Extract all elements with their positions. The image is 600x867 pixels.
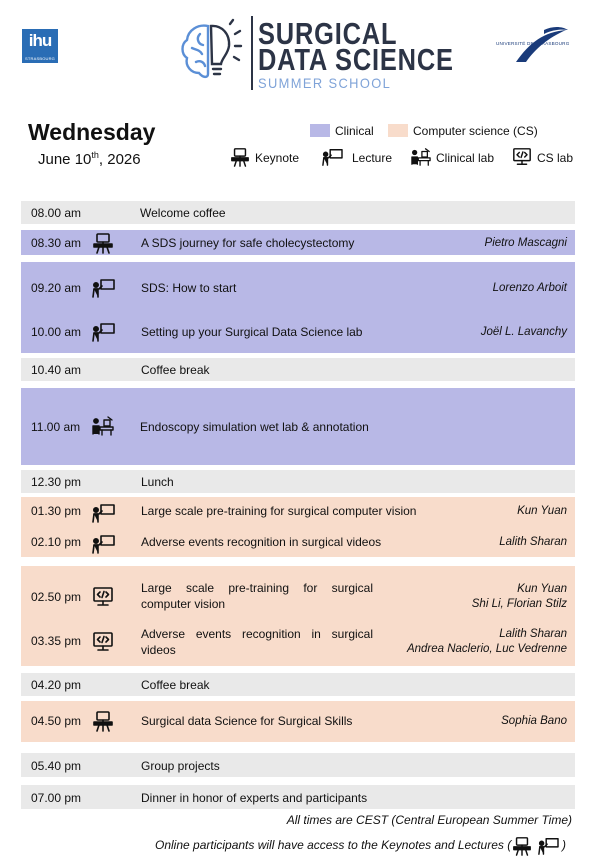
row-time: 10.00 am — [31, 325, 82, 339]
lecture-icon — [537, 836, 559, 856]
legend-keynote-label: Keynote — [255, 151, 300, 165]
row-title: Coffee break — [141, 363, 210, 377]
row-title: Adverse events recognition in surgical videos — [141, 535, 382, 549]
row-time: 02.50 pm — [31, 590, 82, 604]
lecture-icon — [91, 277, 115, 299]
row-title: Setting up your Surgical Data Science lab — [141, 325, 363, 339]
lecture-icon — [321, 147, 343, 167]
day-date — [38, 150, 141, 168]
row-title: Large scale pre-training for surgical computer vision — [141, 581, 373, 611]
row-speaker: Sophia Bano — [501, 715, 567, 727]
row-title: Adverse events recognition in surgical videos — [141, 627, 373, 657]
ihu-logo-sub: STRASBOURG — [24, 56, 55, 61]
online-note-close: ) — [562, 838, 566, 852]
row-speaker: Pietro Mascagni — [484, 237, 567, 249]
schedule-row — [21, 358, 575, 381]
row-speaker: Lalith Sharan — [499, 536, 567, 548]
row-time: 02.10 pm — [31, 535, 82, 549]
row-title: Welcome coffee — [140, 206, 226, 220]
row-time: 08.00 am — [31, 206, 82, 220]
ihu-logo — [22, 29, 58, 63]
schedule-row — [21, 201, 575, 224]
row-time: 12.30 pm — [31, 475, 82, 489]
row-time: 03.35 pm — [31, 634, 82, 648]
university-name: UNIVERSITÉ DE STRASBOURG — [496, 41, 570, 46]
online-note: Online participants will have access to the Keynotes and Lectures ( — [155, 838, 512, 852]
legend-clinical-lab-label: Clinical lab — [436, 151, 495, 165]
keynote-icon — [511, 836, 533, 856]
schedule-block — [21, 566, 575, 666]
row-speaker: Joël L. Lavanchy — [480, 326, 567, 338]
schedule-row — [21, 673, 575, 696]
event-title-line1: SURGICAL — [258, 16, 398, 51]
cs-lab-icon — [91, 586, 115, 608]
schedule-row — [21, 753, 575, 777]
row-speaker-secondary: Andrea Naclerio, Luc Vedrenne — [406, 643, 567, 655]
clinical-lab-icon — [410, 147, 432, 167]
row-time: 04.50 pm — [31, 714, 82, 728]
row-speaker: Kun Yuan — [517, 505, 567, 517]
row-title: Surgical data Science for Surgical Skills — [141, 714, 353, 728]
row-speaker-primary: Lalith Sharan — [499, 628, 567, 640]
row-time: 11.00 am — [31, 420, 81, 434]
legend-cs-swatch — [388, 124, 408, 137]
schedule-row — [21, 230, 575, 255]
row-speaker — [407, 627, 567, 657]
row-time: 09.20 am — [31, 281, 82, 295]
brain-bulb-icon — [178, 18, 244, 88]
row-title: Lunch — [141, 475, 174, 489]
date-year: , 2026 — [98, 151, 141, 168]
row-time: 04.20 pm — [31, 678, 82, 692]
legend-clinical-swatch — [310, 124, 330, 137]
row-time: 05.40 pm — [31, 759, 82, 773]
row-speaker-primary: Kun Yuan — [517, 583, 567, 595]
row-title: Dinner in honor of experts and participants — [141, 791, 368, 805]
ihu-logo-text: ihu — [28, 31, 52, 50]
row-time: 08.30 am — [31, 236, 82, 250]
event-title-line3: SUMMER SCHOOL — [258, 75, 392, 91]
row-title: Group projects — [141, 759, 220, 773]
lecture-icon — [91, 321, 115, 343]
title-divider — [251, 16, 253, 90]
row-time: 07.00 pm — [31, 791, 82, 805]
schedule-block — [21, 262, 575, 353]
schedule-block — [21, 497, 575, 557]
cs-lab-icon — [91, 631, 115, 653]
legend-lecture-label: Lecture — [352, 151, 393, 165]
row-time: 01.30 pm — [31, 504, 82, 518]
row-title: Coffee break — [141, 678, 210, 692]
legend-cs-lab-label: CS lab — [537, 151, 574, 165]
university-logo — [496, 26, 576, 66]
schedule-row — [21, 388, 575, 465]
row-title: SDS: How to start — [141, 281, 237, 295]
schedule-row — [21, 470, 575, 493]
cs-lab-icon — [511, 147, 533, 167]
event-title-line2: DATA SCIENCE — [258, 42, 454, 77]
clinical-lab-icon — [91, 415, 115, 437]
row-speaker — [472, 582, 567, 612]
date-sup: th — [91, 150, 99, 160]
lecture-icon — [91, 502, 115, 524]
legend-clinical-label: Clinical — [335, 124, 374, 138]
legend-cs-label: Computer science (CS) — [413, 124, 538, 138]
row-speaker-secondary: Shi Li, Florian Stilz — [471, 598, 567, 610]
date-main: June 10 — [38, 151, 92, 168]
schedule-row — [21, 701, 575, 742]
row-speaker: Lorenzo Arboit — [492, 282, 567, 294]
keynote-icon — [229, 147, 251, 167]
lecture-icon — [91, 533, 115, 555]
row-title: Large scale pre-training for surgical computer vision — [141, 504, 417, 518]
schedule-row — [21, 785, 575, 809]
row-title: Endoscopy simulation wet lab & annotation — [140, 420, 369, 434]
row-time: 10.40 am — [31, 363, 82, 377]
row-title: A SDS journey for safe cholecystectomy — [141, 236, 355, 250]
day-name: Wednesday — [28, 119, 156, 145]
keynote-icon — [91, 232, 115, 254]
university-swoosh-icon — [496, 26, 576, 66]
timezone-note: All times are CEST (Central European Summer Time) — [286, 813, 572, 827]
keynote-icon — [91, 710, 115, 732]
